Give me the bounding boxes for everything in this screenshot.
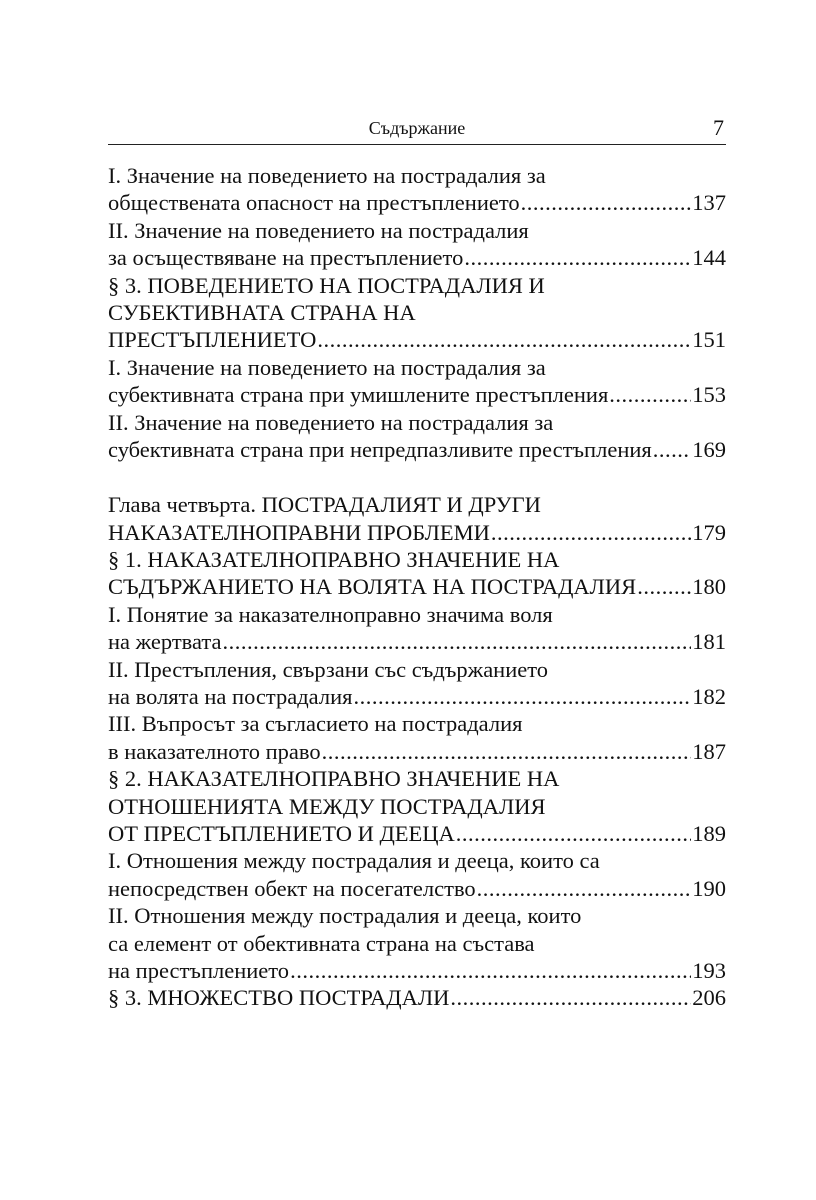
toc-line [108,354,726,381]
toc-page-number: 206 [692,985,726,1011]
dot-leader [521,189,692,216]
toc-line [108,738,726,765]
toc-entry-text: НАКАЗАТЕЛНОПРАВНИ ПРОБЛЕМИ [108,519,490,545]
toc-line [108,491,726,518]
toc-line [108,189,726,216]
toc-line [108,546,726,573]
toc-line [108,820,726,847]
toc-line [108,957,726,984]
toc-line [108,628,726,655]
toc-line [108,710,726,737]
dot-leader [477,875,692,902]
toc-entry-text: ОТ ПРЕСТЪПЛЕНИЕТО И ДЕЕЦА [108,820,455,846]
toc-entry-text: II. Престъпления, свързани със съдържанието [108,656,549,682]
toc-entry-text: в наказателното право [108,738,321,764]
toc-page-number: 179 [692,519,726,545]
header-title: Съдържание [368,118,466,138]
toc-line [108,656,726,683]
toc-block-1 [108,162,726,463]
toc-entry-text: са елемент от обективната страна на състава [108,930,535,956]
toc-page-number: 181 [692,629,726,655]
toc-line [108,765,726,792]
toc-entry-text: I. Значение на поведението на пострадалия за [108,163,546,188]
toc-page-number: 180 [692,574,726,600]
toc-line [108,217,726,244]
toc-entry-text: § 3. МНОЖЕСТВО ПОСТРАДАЛИ [108,985,450,1011]
toc-line [108,601,726,628]
toc-line [108,573,726,600]
toc-entry-text: § 3. ПОВЕДЕНИЕТО НА ПОСТРАДАЛИЯ И [108,272,545,298]
dot-leader [290,957,691,984]
dot-leader [353,683,691,710]
dot-leader [464,244,691,271]
toc-entry-text: I. Понятие за наказателноправно значима воля [108,601,553,627]
toc-page-number: 189 [692,820,726,846]
dot-leader [450,984,691,1011]
toc-line [108,162,726,189]
toc-entry-text: СЪДЪРЖАНИЕТО НА ВОЛЯТА НА ПОСТРАДАЛИЯ [108,574,637,600]
toc-entry-text: III. Въпросът за съгласието на пострадалия [108,711,523,737]
toc-entry-text: II. Значение на поведението на пострадалия [108,217,529,243]
toc-entry-text: обществената опасност на престъплението [108,190,520,216]
toc-entry-text: Глава четвърта. ПОСТРАДАЛИЯТ И ДРУГИ [108,492,541,518]
toc-page-number: 187 [692,738,726,764]
toc-line [108,272,726,299]
toc-line [108,326,726,353]
toc-entry-text: II. Значение на поведението на пострадалия за [108,409,554,435]
header-page-number: 7 [713,115,724,140]
toc-line [108,381,726,408]
dot-leader [223,628,692,655]
dot-leader [456,820,691,847]
section-gap [108,463,726,491]
running-header [108,114,726,145]
dot-leader [609,381,691,408]
table-of-contents [108,162,726,1012]
toc-entry-text: I. Значение на поведението на пострадалия за [108,354,546,380]
toc-entry-text: непосредствен обект на посегателство [108,875,476,901]
toc-entry-text: § 1. НАКАЗАТЕЛНОПРАВНО ЗНАЧЕНИЕ НА [108,547,560,573]
toc-line [108,244,726,271]
toc-block-2 [108,491,726,1011]
toc-entry-text: I. Отношения между пострадалия и дееца, които са [108,848,600,874]
toc-line [108,930,726,957]
toc-entry-text: за осъществяване на престъплението [108,245,464,271]
toc-page-number: 182 [692,684,726,710]
toc-page-number: 153 [692,382,726,408]
toc-line [108,683,726,710]
toc-line [108,519,726,546]
toc-line [108,793,726,820]
toc-page-number: 151 [692,327,726,353]
toc-page-number: 193 [692,957,726,983]
toc-page-number: 190 [692,875,726,901]
toc-entry-text: субективната страна при умишлените престъпления [108,382,609,408]
dot-leader [653,436,692,463]
toc-line [108,436,726,463]
dot-leader [322,738,692,765]
toc-page-number: 169 [692,436,726,462]
dot-leader [317,326,691,353]
toc-line [108,875,726,902]
toc-entry-text: на престъплението [108,957,290,983]
toc-entry-text: II. Отношения между пострадалия и дееца, които [108,903,582,929]
toc-page-number: 137 [692,190,726,216]
toc-entry-text: ОТНОШЕНИЯТА МЕЖДУ ПОСТРАДАЛИЯ [108,793,546,819]
dot-leader [637,573,691,600]
toc-entry-text: § 2. НАКАЗАТЕЛНОПРАВНО ЗНАЧЕНИЕ НА [108,766,560,792]
toc-line [108,902,726,929]
dot-leader [491,519,691,546]
toc-page-number: 144 [692,245,726,271]
toc-line [108,409,726,436]
toc-entry-text: субективната страна при непредпазливите престъпления [108,436,652,462]
toc-line [108,847,726,874]
toc-line [108,984,726,1011]
toc-entry-text: СУБЕКТИВНАТА СТРАНА НА [108,299,416,325]
toc-entry-text: на волята на пострадалия [108,684,353,710]
toc-entry-text: на жертвата [108,629,222,655]
toc-line [108,299,726,326]
toc-entry-text: ПРЕСТЪПЛЕНИЕТО [108,327,317,353]
